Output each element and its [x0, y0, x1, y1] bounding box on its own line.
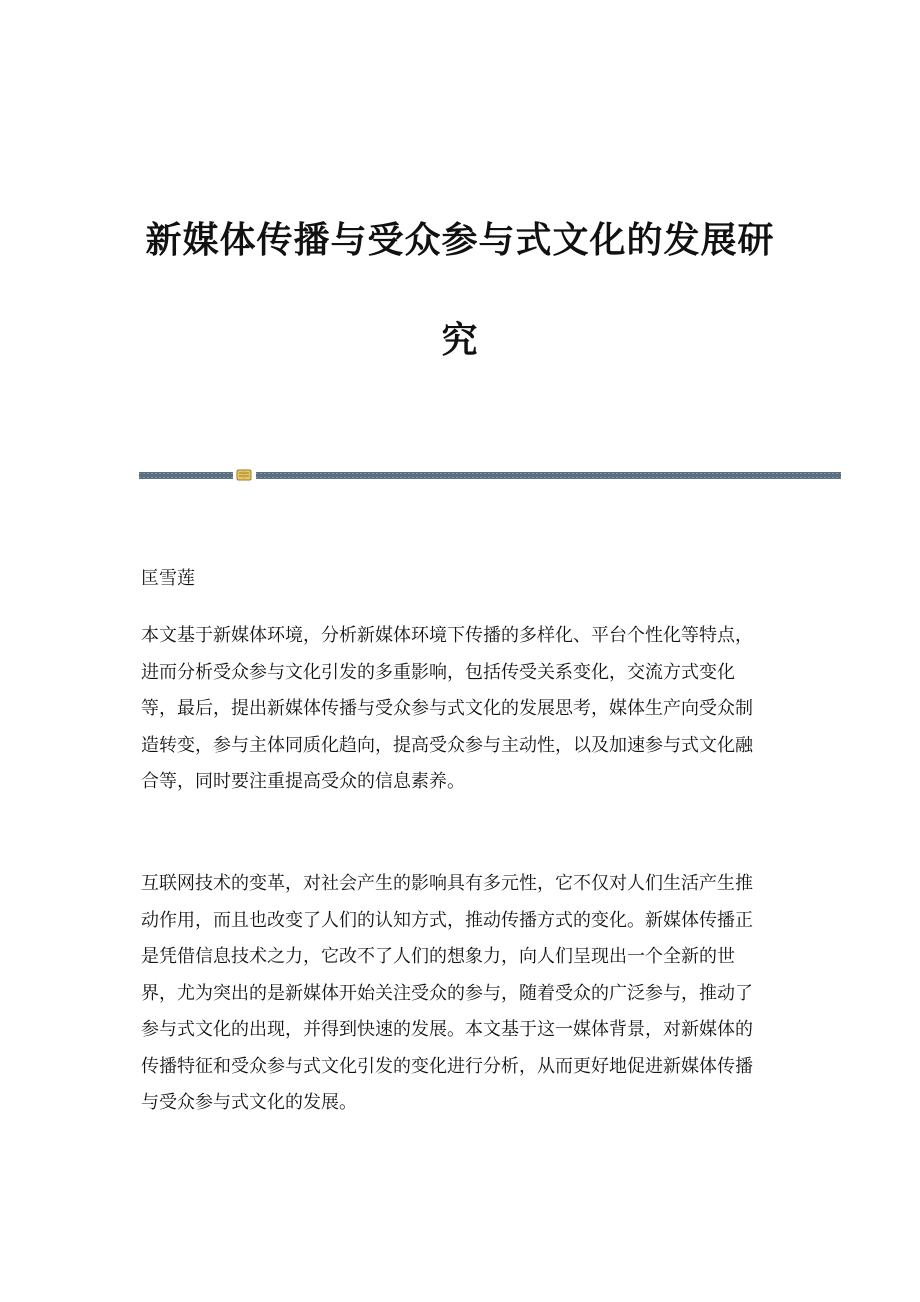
- intro-line: 传播特征和受众参与式文化引发的变化进行分析，从而更好地促进新媒体传播: [141, 1055, 753, 1077]
- title-line-1: 新媒体传播与受众参与式文化的发展研: [145, 219, 775, 261]
- intro-line: 是凭借信息技术之力，它改不了人们的想象力，向人们呈现出一个全新的世: [141, 946, 735, 967]
- author-name: 匡雪莲: [141, 568, 195, 589]
- intro-line: 动作用，而且也改变了人们的认知方式，推动传播方式的变化。新媒体传播正: [141, 909, 753, 931]
- intro-line: 与受众参与式文化的发展。: [141, 1092, 357, 1113]
- abstract-line: 造转变，参与主体同质化趋向，提高受众参与主动性，以及加速参与式文化融: [141, 734, 753, 756]
- divider-bar-left: [139, 472, 233, 479]
- abstract-paragraph: [141, 618, 781, 801]
- book-emblem-icon: [236, 468, 252, 482]
- document-title: [120, 190, 800, 390]
- intro-line: 互联网技术的变革，对社会产生的影响具有多元性，它不仅对人们生活产生推: [141, 873, 753, 894]
- abstract-line: 本文基于新媒体环境，分析新媒体环境下传播的多样化、平台个性化等特点，: [141, 625, 753, 646]
- intro-line: 参与式文化的出现，并得到快速的发展。本文基于这一媒体背景，对新媒体的: [141, 1019, 753, 1040]
- abstract-line: 等，最后，提出新媒体传播与受众参与式文化的发展思考，媒体生产向受众制: [141, 698, 753, 719]
- title-line-2: 究: [441, 319, 479, 361]
- abstract-line: 合等，同时要注重提高受众的信息素养。: [141, 771, 465, 792]
- intro-paragraph: [141, 866, 781, 1122]
- title-divider: [139, 468, 841, 484]
- abstract-line: 进而分析受众参与文化引发的多重影响，包括传受关系变化，交流方式变化: [141, 661, 735, 683]
- intro-line: 界，尤为突出的是新媒体开始关注受众的参与，随着受众的广泛参与，推动了: [141, 982, 753, 1004]
- divider-bar-right: [256, 472, 841, 479]
